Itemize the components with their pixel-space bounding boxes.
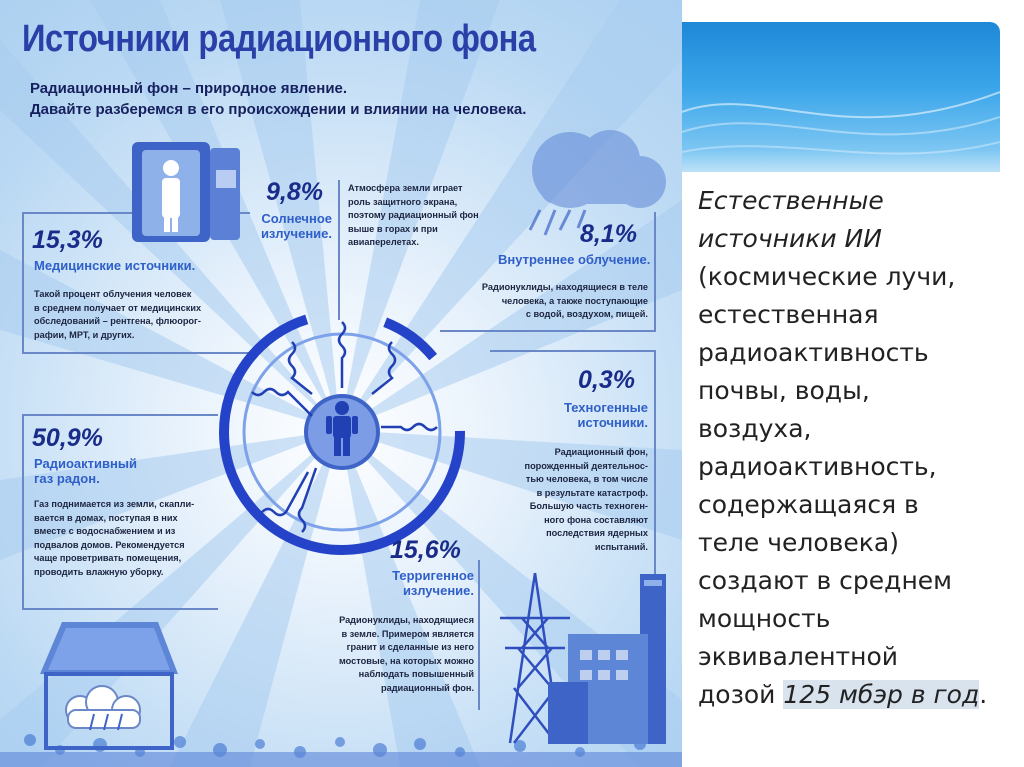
slide-heading-line: источники ИИ xyxy=(698,224,882,253)
terrigenic-description xyxy=(300,614,474,695)
technogenic-label xyxy=(528,400,648,430)
terrigenic-desc-line: наблюдать повышенный xyxy=(358,669,474,679)
slide-body-line: естественная xyxy=(698,300,879,329)
slide-body-line: воздуха, xyxy=(698,414,812,443)
terrigenic-connector xyxy=(478,560,480,710)
slide-body-line: радиоактивность, xyxy=(698,452,937,481)
radon-label-line: Радиоактивный xyxy=(34,456,137,471)
slide-body-line: почвы, воды, xyxy=(698,376,870,405)
internal-label xyxy=(498,252,650,267)
solar-label-line: Солнечное xyxy=(261,211,332,226)
technogenic-desc-line: тью человека, в том числе xyxy=(525,474,648,484)
technogenic-desc-line: ного фона составляют xyxy=(544,514,648,525)
poster-subtitle-line: Давайте разберемся в его происхождении и влиянии на человека. xyxy=(30,101,527,118)
banner-waves xyxy=(682,22,1000,172)
technogenic-desc-line: в результате катастроф. xyxy=(536,487,648,498)
terrigenic-desc-line: гранит и сделанные из него xyxy=(346,642,474,652)
technogenic-description xyxy=(500,446,648,554)
internal-desc-line: Радионуклиды, находящиеся в теле xyxy=(481,282,648,292)
terrigenic-desc-line: радиационный фон. xyxy=(381,682,474,693)
slide-dose-emphasis: 125 мбэр в год xyxy=(783,680,980,709)
poster-title: Источники радиационного фона xyxy=(22,18,536,60)
internal-label-line: Внутреннее облучение. xyxy=(498,252,651,267)
solar-desc-line: поэтому радиационный фон xyxy=(348,210,479,220)
radon-description xyxy=(34,498,194,579)
medical-percent: 15,3% xyxy=(32,226,103,254)
house-icon xyxy=(30,612,190,752)
terrigenic-desc-line: Радионуклиды, находящиеся xyxy=(339,615,474,625)
slide-last-prefix: дозой xyxy=(698,680,784,709)
slide-last-suffix: . xyxy=(979,680,988,709)
internal-percent: 8,1% xyxy=(580,220,637,248)
technogenic-desc-line: порожденный деятельнос- xyxy=(524,460,648,471)
medical-label-line: Медицинские источники. xyxy=(34,258,196,273)
terrigenic-label-line: Терригенное xyxy=(392,568,474,583)
radon-label-line: газ радон. xyxy=(34,471,100,486)
technogenic-percent: 0,3% xyxy=(578,366,635,394)
internal-desc-line: человека, а также поступающие xyxy=(501,295,648,306)
medical-desc-line: в среднем получает от медицинских xyxy=(34,302,202,313)
solar-label-line: излучение. xyxy=(260,226,332,241)
solar-label xyxy=(232,211,332,241)
slide-body-line: теле человека) xyxy=(698,528,899,557)
solar-desc-line: роль защитного экрана, xyxy=(348,196,458,207)
solar-desc-line: авиаперелетах. xyxy=(348,237,419,247)
radon-desc-line: чаще проветривать помещения, xyxy=(34,553,182,563)
medical-desc-line: обследований – рентгена, флюорог- xyxy=(34,316,201,326)
solar-desc-line: Атмосфера земли играет xyxy=(348,183,463,193)
slide-body-line: радиоактивность xyxy=(698,338,929,367)
radon-desc-line: вместе с водоснабжением и из xyxy=(34,526,176,536)
terrigenic-desc-line: мостовые, на которых можно xyxy=(339,655,474,666)
technogenic-desc-line: Радиационный фон, xyxy=(554,447,648,457)
poster-subtitle-line: Радиационный фон – природное явление. xyxy=(30,80,348,97)
technogenic-desc-line: Большую часть техноген- xyxy=(529,501,648,511)
internal-desc-line: с водой, воздухом, пищей. xyxy=(525,309,648,319)
slide-body-line: (космические лучи, xyxy=(698,262,956,291)
terrigenic-label-line: излучение. xyxy=(402,583,474,598)
solar-percent: 9,8% xyxy=(266,178,323,206)
center-circle-graphic xyxy=(212,302,472,562)
medical-person-icon xyxy=(130,140,248,248)
terrigenic-label xyxy=(356,568,474,598)
medical-label xyxy=(34,258,195,273)
radon-desc-line: вается в домах, поступая в них xyxy=(34,512,178,523)
internal-description xyxy=(448,281,648,322)
solar-description xyxy=(348,182,479,250)
slide-body-text xyxy=(698,182,1018,714)
radon-label xyxy=(34,456,137,486)
header-banner xyxy=(682,22,1000,172)
slide-body-line: эквивалентной xyxy=(698,642,899,671)
technogenic-desc-line: последствия ядерных xyxy=(546,528,648,538)
slide-body-line: мощность xyxy=(698,604,831,633)
radon-percent: 50,9% xyxy=(32,424,103,452)
technogenic-label-line: Техногенные xyxy=(563,400,648,415)
slide-heading-line: Естественные xyxy=(698,186,884,215)
technogenic-desc-line: испытаний. xyxy=(594,541,648,552)
solar-connector xyxy=(338,180,340,320)
terrigenic-percent: 15,6% xyxy=(390,536,461,564)
solar-desc-line: выше в горах и при xyxy=(348,223,438,234)
slide-body-line: содержащаяся в xyxy=(698,490,919,519)
slide-last-line xyxy=(698,676,1018,714)
medical-desc-line: рафии, МРТ, и других. xyxy=(34,329,135,340)
terrigenic-desc-line: в земле. Примером является xyxy=(341,628,474,639)
medical-description xyxy=(34,288,201,342)
factory-icon xyxy=(540,570,680,750)
radon-desc-line: подвалов домов. Рекомендуется xyxy=(34,539,185,550)
slide-body-line: создают в среднем xyxy=(698,566,953,595)
technogenic-label-line: источники. xyxy=(577,415,648,430)
radon-desc-line: Газ поднимается из земли, скапли- xyxy=(34,499,195,509)
medical-desc-line: Такой процент облучения человек xyxy=(34,289,192,299)
radon-desc-line: проводить влажную уборку. xyxy=(34,566,164,577)
